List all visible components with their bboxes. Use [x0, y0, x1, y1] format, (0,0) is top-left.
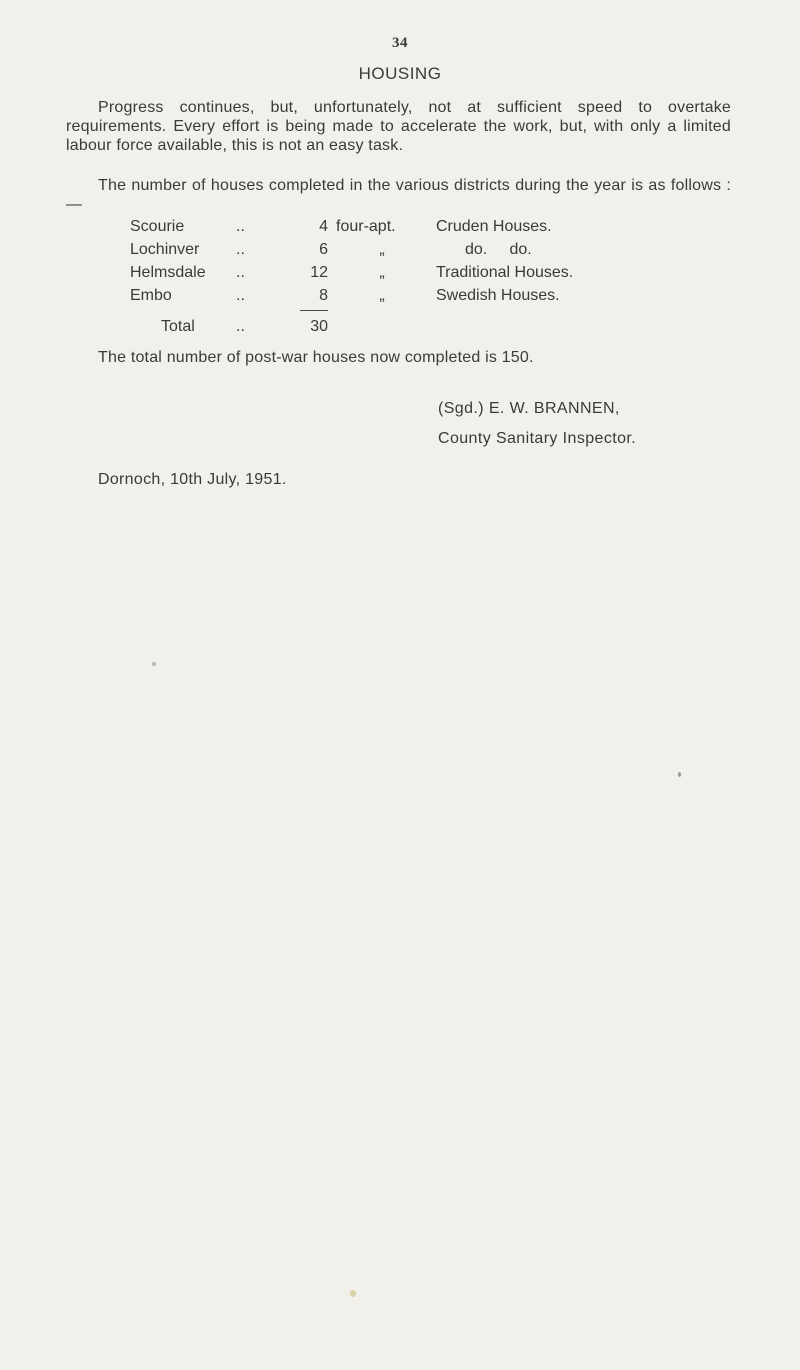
house-count: 4 — [319, 218, 328, 235]
dateline: Dornoch, 10th July, 1951. — [98, 471, 287, 488]
table-row — [0, 217, 800, 236]
paper-speck — [350, 1290, 356, 1297]
house-description: Cruden Houses. — [436, 218, 552, 235]
total-count: 30 — [310, 318, 328, 335]
leader-dots: .. — [236, 287, 245, 304]
signature-title: County Sanitary Inspector. — [438, 430, 637, 447]
house-description: do. do. — [465, 241, 532, 258]
signature-name: (Sgd.) E. W. BRANNEN, — [438, 400, 620, 417]
table-row — [0, 263, 800, 282]
progress-text: Progress continues, but, unfortunately, not at sufficient speed to overtake requirements. Every effort is being made to accelerate the work, but, with only a limited labour force available, this is not an easy task. — [66, 99, 731, 154]
house-type: four-apt. — [336, 218, 396, 235]
section-heading: HOUSING — [358, 64, 442, 83]
ditto-mark: „ — [379, 287, 385, 304]
table-row — [0, 286, 800, 305]
total-row — [0, 317, 800, 336]
table-row — [0, 240, 800, 259]
district-name: Lochinver — [130, 241, 200, 258]
district-name: Helmsdale — [130, 264, 206, 281]
ditto-mark: „ — [379, 241, 385, 258]
total-note-text: The total number of post-war houses now completed is 150. — [98, 349, 534, 366]
leader-dots: .. — [236, 241, 245, 258]
leader-dots: .. — [236, 264, 245, 281]
total-note-paragraph — [66, 348, 731, 367]
progress-paragraph — [66, 98, 731, 155]
total-rule — [300, 310, 328, 311]
ditto-mark: „ — [379, 264, 385, 281]
intro-paragraph — [66, 176, 731, 214]
leader-dots: .. — [236, 318, 245, 335]
house-description: Swedish Houses. — [436, 287, 560, 304]
house-count: 8 — [319, 287, 328, 304]
district-name: Embo — [130, 287, 172, 304]
district-name: Scourie — [130, 218, 185, 235]
total-label: Total — [161, 318, 195, 335]
paper-speck — [152, 662, 156, 666]
house-count: 12 — [310, 264, 328, 281]
intro-text: The number of houses completed in the various districts during the year is as follows :— — [66, 177, 731, 213]
leader-dots: .. — [236, 218, 245, 235]
page-number: 34 — [392, 35, 408, 51]
house-count: 6 — [319, 241, 328, 258]
paper-speck — [678, 772, 681, 777]
house-description: Traditional Houses. — [436, 264, 574, 281]
